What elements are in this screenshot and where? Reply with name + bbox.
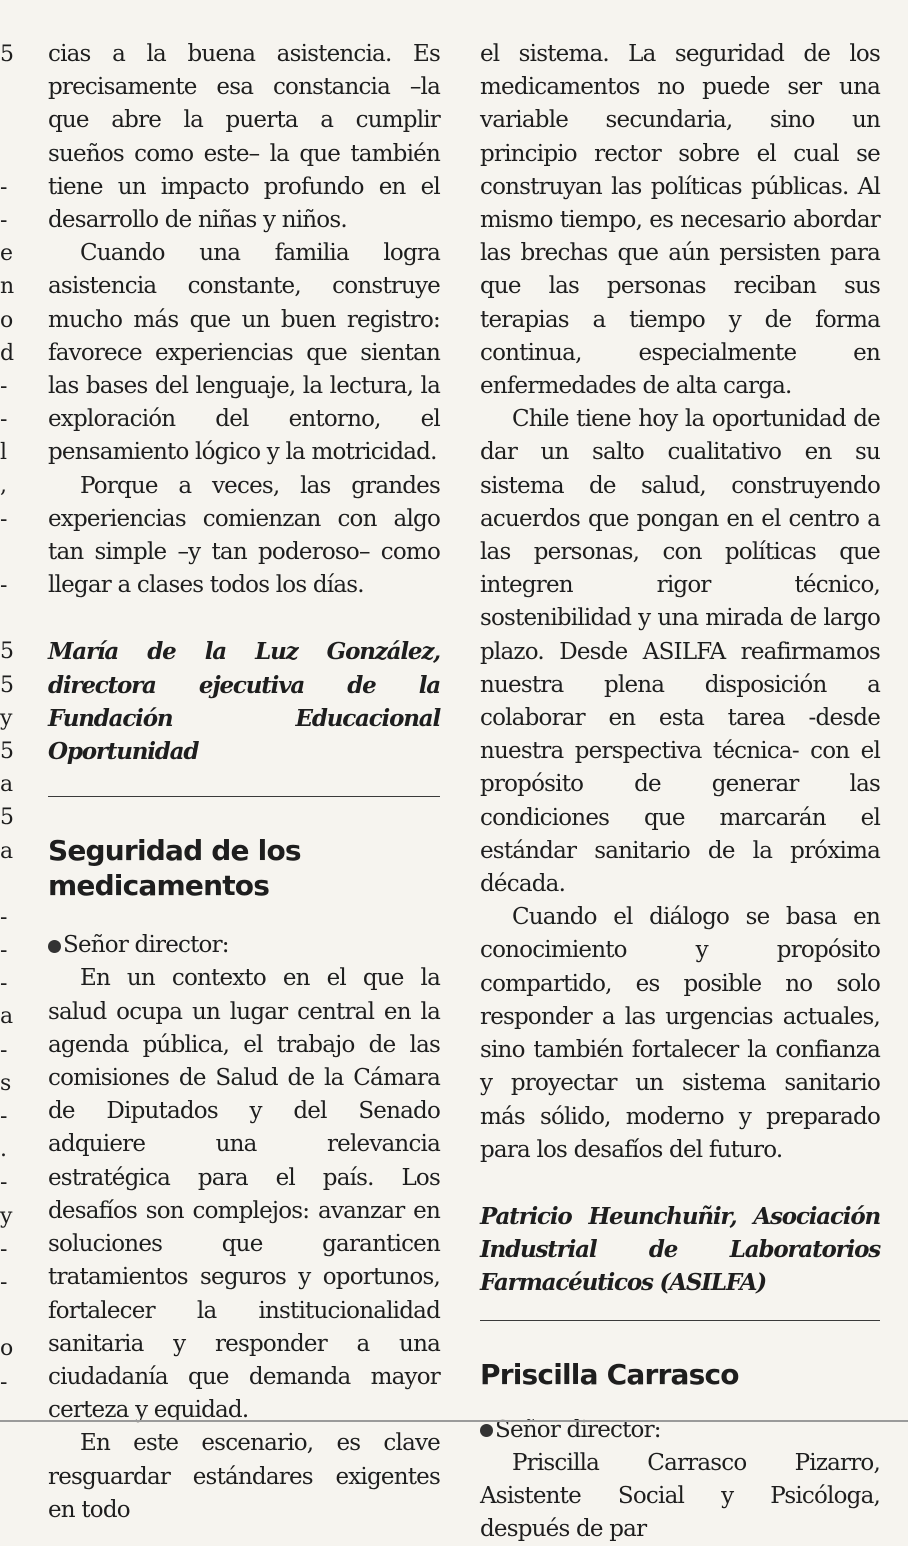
gutter-mark: 5	[0, 639, 14, 665]
letter2-signature: Patricio Heunchuñir, Asociación Industrial de Laboratorios Farmacéuticos (ASILFA)	[480, 1202, 880, 1297]
gutter-mark: y	[0, 705, 13, 731]
letter2-cont-paragraph-1: el sistema. La seguridad de los medicamentos no puede ser una variable secundaria, sino un principio rector sobre el cual se construyan las políticas públicas. Al mismo tiempo, es necesario abordar las brechas que aún persisten para que las personas reciban sus terapias a tiempo y de forma continua, especialmente en enfermedades de alta carga.	[480, 41, 880, 400]
letter2-paragraph-2: En este escenario, es clave resguardar estándares exigentes en todo	[48, 1430, 440, 1523]
gutter-mark: o	[0, 1336, 14, 1362]
gutter-mark: -	[0, 1236, 8, 1262]
gutter-mark: o	[0, 307, 14, 333]
gutter-mark: -	[0, 1269, 8, 1295]
gutter-mark: -	[0, 174, 8, 200]
gutter-mark: -	[0, 373, 8, 399]
gutter-mark	[0, 536, 12, 569]
gutter-mark	[0, 71, 12, 104]
gutter-mark: -	[0, 904, 8, 930]
gutter-mark	[0, 1299, 12, 1332]
gutter-mark: e	[0, 241, 14, 267]
letter3-paragraph-1: Priscilla Carrasco Pizarro, Asistente Social y Psicóloga, después de par	[480, 1449, 880, 1543]
letter2-headline: Seguridad de los medicamentos	[48, 834, 301, 903]
gutter-mark: a	[0, 1004, 14, 1030]
gutter-mark: n	[0, 274, 15, 300]
gutter-mark: -	[0, 971, 8, 997]
gutter-mark: -	[0, 1369, 8, 1395]
gutter-mark: a	[0, 772, 14, 798]
letter1-paragraph-1: cias a la buena asistencia. Es precisamente esa constancia –la que abre la puerta a cumplir sueños como este– la que también tiene un impacto profundo en el desarrollo de niñas y niños.	[48, 41, 440, 234]
gutter-mark	[0, 138, 12, 171]
letter1-paragraph-2: Cuando una familia logra asistencia constante, construye mucho más que un buen registro: favorece experiencias que sientan las bases del lenguaje, la lectura, la exploración del entorno, el pensamiento lógico y la motricidad.	[48, 240, 440, 466]
letter2-cont-paragraph-3: Cuando el diálogo se basa en conocimiento y propósito compartido, es posible no solo responder a las urgencias actuales, sino también fortalecer la confianza y proyectar un sistema sanitario más sólido, moderno y preparado para los desafíos del futuro.	[480, 904, 880, 1163]
gutter-mark: s	[0, 1070, 12, 1096]
gutter-mark: -	[0, 573, 8, 598]
gutter-mark	[0, 104, 12, 137]
gutter-mark: 5	[0, 672, 14, 698]
gutter-mark: -	[0, 938, 8, 964]
letter3-salutation: Señor director:	[480, 1414, 880, 1447]
gutter-mark: l	[0, 440, 8, 466]
gutter-marks	[0, 38, 15, 1399]
gutter-mark: .	[0, 1137, 7, 1163]
letter2-cont-paragraph-2: Chile tiene hoy la oportunidad de dar un salto cualitativo en su sistema de salud, construyendo acuerdos que pongan en el centro a las personas, con políticas que integren rigor técnico, sostenibilidad y una mirada de largo plazo. Desde ASILFA reafirmamos nuestra plena disposición a colaborar en esta tarea -desde nuestra perspectiva técnica- con el propósito de generar las condiciones que marcarán el estándar sanitario de la próxima década.	[480, 406, 880, 898]
gutter-mark: -	[0, 1170, 8, 1196]
letter1-signature: María de la Luz González, directora ejecutiva de la Fundación Educacional Oportunidad	[48, 638, 440, 766]
bullet-icon	[480, 1424, 493, 1437]
letter3-headline: Priscilla Carrasco	[480, 1357, 739, 1391]
gutter-mark: ,	[0, 473, 7, 499]
gutter-mark: -	[0, 1037, 8, 1063]
gutter-mark: -	[0, 506, 8, 532]
gutter-mark: a	[0, 838, 14, 864]
letter2-salutation: Señor director:	[48, 929, 440, 962]
letter2-paragraph-1: En un contexto en el que la salud ocupa un lugar central en la agenda pública, el trabajo de las comisiones de Salud de la Cámara de Diputados y del Senado adquiere una relevancia estratégica para el país. Los desafíos son complejos: avanzar en soluciones que garanticen tratamientos seguros y oportunos, fortalecer la institucionalidad sanitaria y responder a una ciudadanía que demanda mayor certeza y equidad.	[48, 965, 440, 1424]
gutter-mark	[0, 602, 12, 635]
right-column	[480, 38, 880, 1546]
page-bottom-rule	[0, 1420, 908, 1422]
gutter-mark: 5	[0, 738, 14, 764]
gutter-mark: 5	[0, 805, 14, 831]
bullet-icon	[48, 940, 61, 953]
gutter-mark: -	[0, 407, 8, 433]
gutter-mark	[0, 868, 12, 901]
gutter-mark: d	[0, 340, 15, 366]
gutter-mark: 5	[0, 42, 14, 67]
gutter-mark: y	[0, 1203, 13, 1229]
letter1-paragraph-3: Porque a veces, las grandes experiencias comienzan con algo tan simple –y tan poderoso– como llegar a clases todos los días.	[48, 472, 440, 599]
gutter-mark: -	[0, 207, 8, 233]
gutter-mark: -	[0, 1104, 8, 1129]
left-column	[48, 38, 440, 1527]
